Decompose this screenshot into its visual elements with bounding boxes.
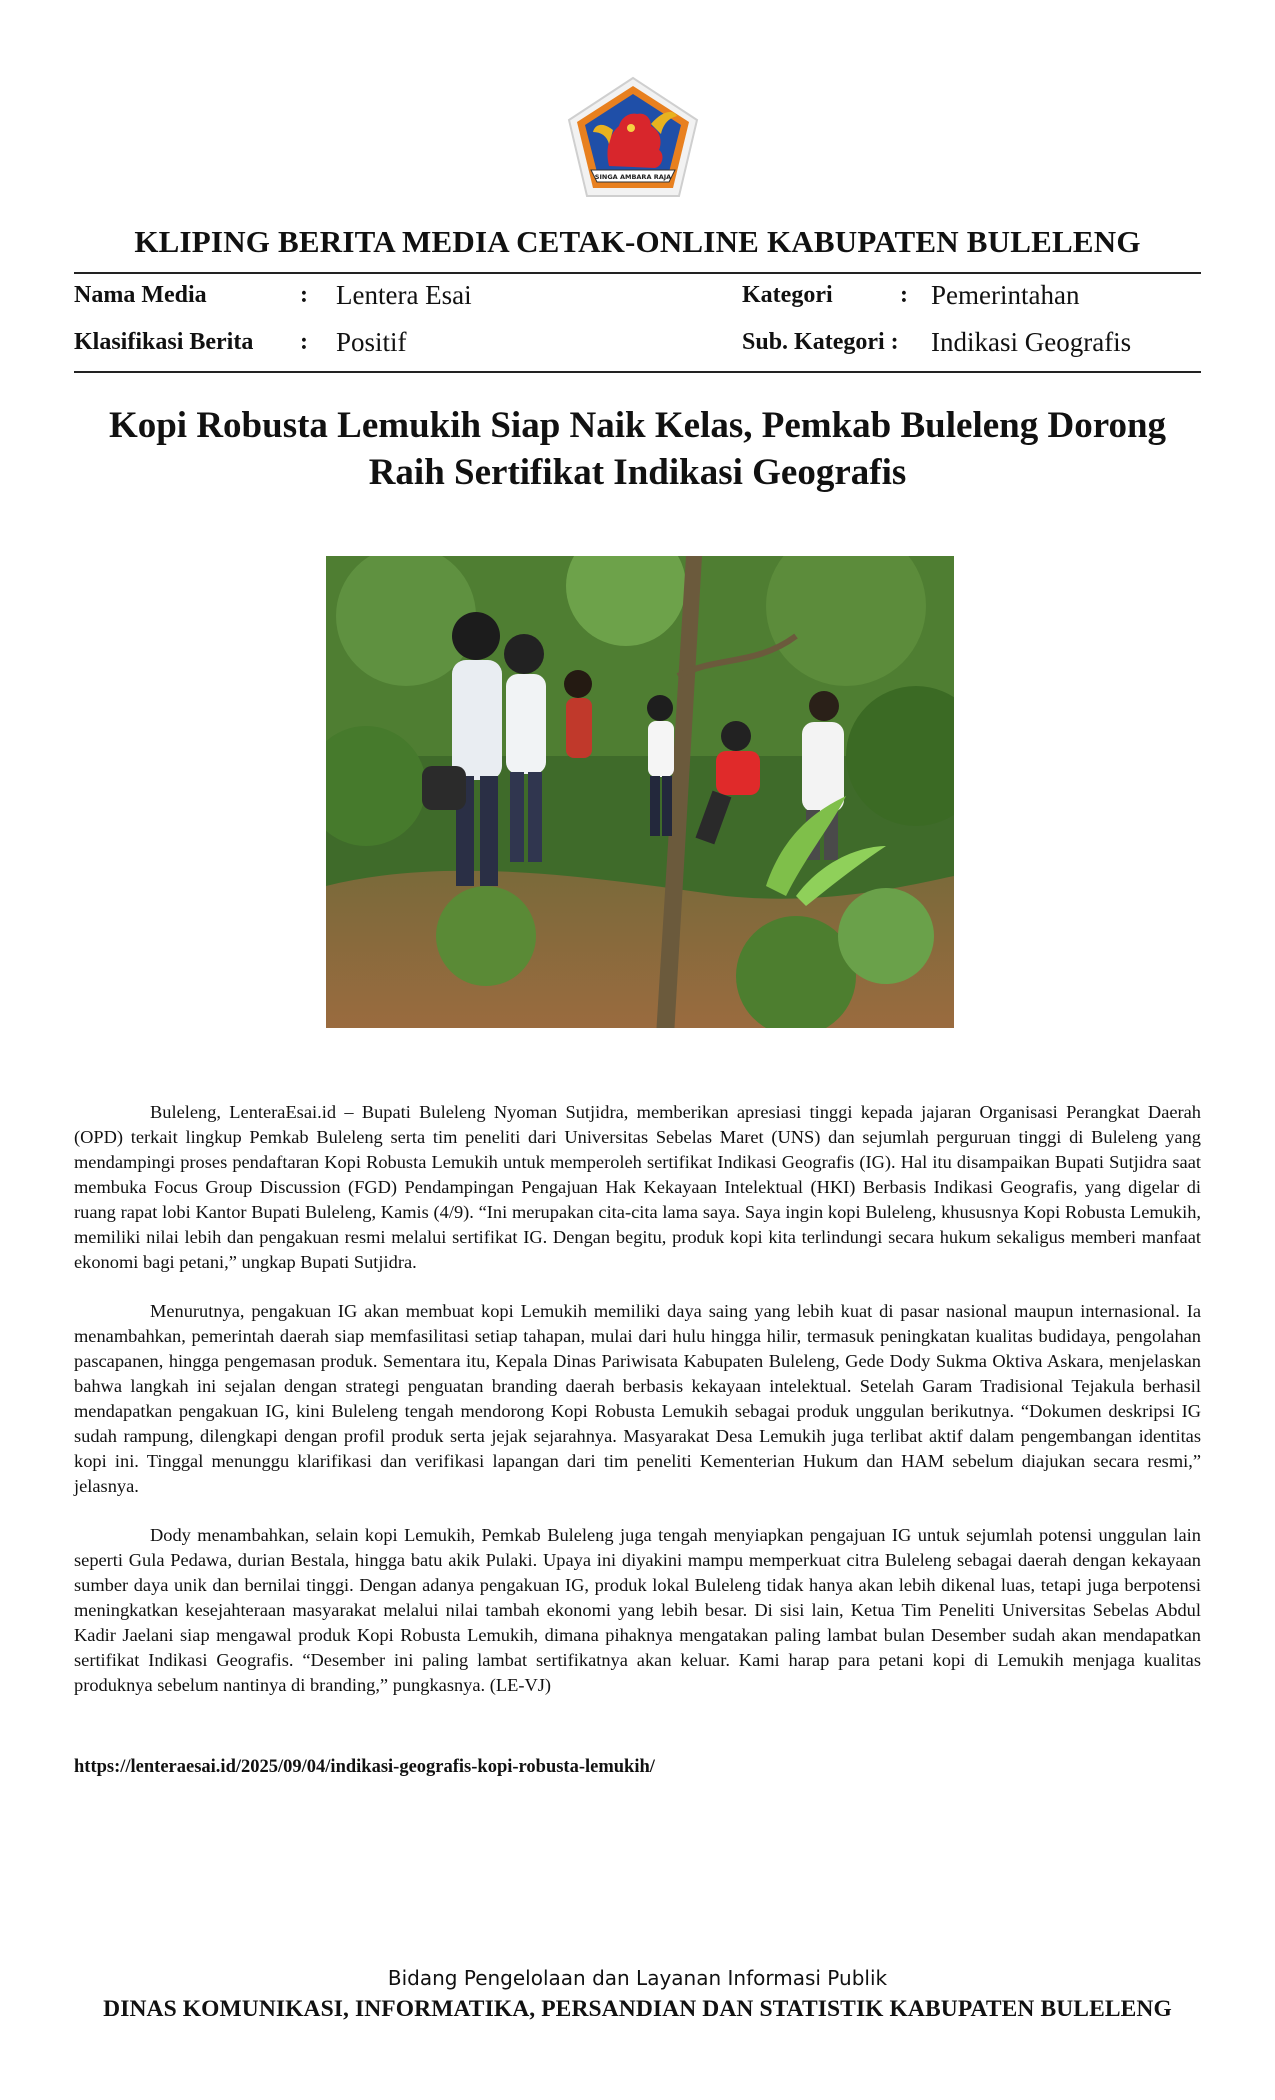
meta-row-media [74, 280, 1201, 316]
footer-title: DINAS KOMUNIKASI, INFORMATIKA, PERSANDIAN DAN STATISTIK KABUPATEN BULELENG [103, 1996, 1172, 2022]
header-bottom-rule [74, 371, 1201, 373]
kategori-value: Pemerintahan [931, 280, 1080, 310]
klasifikasi-colon: : [300, 329, 308, 355]
header-top-rule [74, 272, 1201, 274]
kategori-label: Kategori [742, 282, 833, 308]
subkategori-label: Sub. Kategori : [742, 329, 899, 355]
meta-row-klasifikasi [74, 327, 1201, 363]
article-paragraph: Dody menambahkan, selain kopi Lemukih, Pemkab Buleleng juga tengah menyiapkan pengajuan IG untuk sejumlah potensi unggulan lain seperti Gula Pedawa, durian Bestala, hingga batu akik Pulaki. Upaya ini diyakini mampu memperkuat citra Buleleng sebagai daerah dengan kekayaan sumber daya unik dan bernilai tinggi. Dengan adanya pengakuan IG, produk lokal Buleleng tidak hanya akan lebih dikenal luas, tetapi juga berpotensi meningkatkan kesejahteraan masyarakat melalui nilai tambah ekonomi yang lebih besar. Di sisi lain, Ketua Tim Peneliti Universitas Sebelas Abdul Kadir Jaelani siap mengawal produk Kopi Robusta Lemukih, dimana pihaknya mengatakan paling lambat bulan Desember sudah akan mendapatkan sertifikat Indikasi Geografis. “Desember ini paling lambat sertifikatnya akan keluar. Kami harap para petani kopi di Lemukih menjaga kualitas produknya sebelum nantinya di branding,” pungkasnya. (LE-VJ) [74, 1525, 1201, 1695]
media-label: Nama Media [74, 282, 207, 308]
footer-subtitle: Bidang Pengelolaan dan Layanan Informasi Publik [387, 1966, 888, 1990]
source-url-link[interactable]: https://lenteraesai.id/2025/09/04/indikasi-geografis-kopi-robusta-lemukih/ [74, 1757, 655, 1777]
article-paragraph: Buleleng, LenteraEsai.id – Bupati Buleleng Nyoman Sutjidra, memberikan apresiasi tinggi kepada jajaran Organisasi Perangkat Daerah (OPD) terkait lingkup Pemkab Buleleng serta tim peneliti dari Universitas Sebelas Maret (UNS) dan sejumlah perguruan tinggi di Buleleng yang mendampingi proses pendaftaran Kopi Robusta Lemukih untuk memperoleh sertifikat Indikasi Geografis (IG). Hal itu disampaikan Bupati Sutjidra saat membuka Focus Group Discussion (FGD) Pendampingan Pengajuan Hak Kekayaan Intelektual (HKI) Berbasis Indikasi Geografis, yang digelar di ruang rapat lobi Kantor Bupati Buleleng, Kamis (4/9). “Ini merupakan cita-cita lama saya. Saya ingin kopi Buleleng, khususnya Kopi Robusta Lemukih, memiliki nilai lebih dan pengakuan resmi melalui sertifikat IG. Dengan begitu, produk kopi kita terlindungi secara hukum sekaligus memberi manfaat ekonomi bagi petani,” ungkap Bupati Sutjidra. [74, 1102, 1201, 1272]
klasifikasi-value: Positif [336, 327, 407, 357]
media-colon: : [300, 282, 308, 308]
buleleng-emblem-logo [565, 74, 701, 200]
media-value: Lentera Esai [336, 280, 472, 310]
kategori-colon: : [900, 282, 908, 308]
clipping-header-title: KLIPING BERITA MEDIA CETAK-ONLINE KABUPATEN BULELENG [134, 224, 1141, 259]
article-title: Kopi Robusta Lemukih Siap Naik Kelas, Pemkab Buleleng Dorong Raih Sertifikat Indikasi Geografis [108, 405, 1167, 493]
article-body [74, 1100, 1201, 1722]
article-paragraph: Menurutnya, pengakuan IG akan membuat kopi Lemukih memiliki daya saing yang lebih kuat di pasar nasional maupun internasional. Ia menambahkan, pemerintah daerah siap memfasilitasi setiap tahapan, mulai dari hulu hingga hilir, termasuk peningkatan kualitas budidaya, pengolahan pascapanen, hingga pengemasan produk. Sementara itu, Kepala Dinas Pariwisata Kabupaten Buleleng, Gede Dody Sukma Oktiva Askara, menjelaskan bahwa langkah ini sejalan dengan strategi penguatan branding daerah berbasis kekayaan intelektual. Setelah Garam Tradisional Tejakula berhasil mendapatkan pengakuan IG, kini Buleleng tengah mendorong Kopi Robusta Lemukih sebagai produk unggulan berikutnya. “Dokumen deskripsi IG sudah rampung, dilengkapi dengan profil produk serta jejak sejarahnya. Masyarakat Desa Lemukih juga terlibat aktif dalam pengembangan identitas kopi ini. Tinggal menunggu klarifikasi dan verifikasi lapangan dari tim peneliti Kementerian Hukum dan HAM sebelum diajukan secara resmi,” jelasnya. [74, 1301, 1201, 1496]
svg-text:SINGA AMBARA RAJA: SINGA AMBARA RAJA [594, 173, 672, 181]
klasifikasi-label: Klasifikasi Berita [74, 329, 254, 355]
subkategori-value: Indikasi Geografis [931, 327, 1132, 357]
article-photo [326, 556, 954, 1028]
